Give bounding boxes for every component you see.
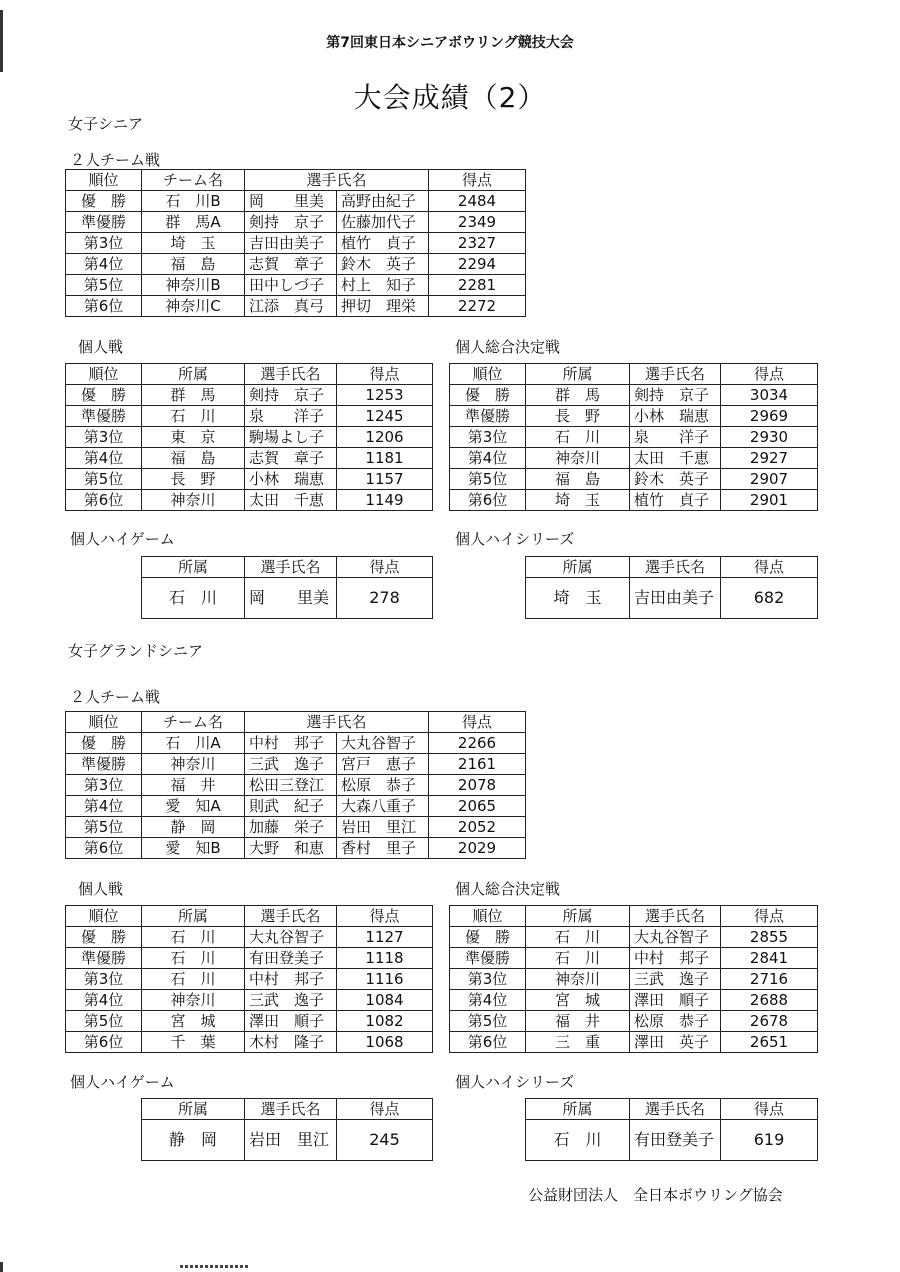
- score-cell: 1068: [337, 1032, 433, 1053]
- header-cell: 所属: [526, 364, 630, 385]
- player-cell: 田中しづ子: [245, 275, 337, 296]
- team-table-senior: [65, 169, 526, 317]
- player-cell: 太田 千恵: [630, 448, 721, 469]
- affiliation-cell: 東 京: [142, 427, 245, 448]
- header-cell: 選手氏名: [630, 1099, 721, 1120]
- rank-cell: 優 勝: [66, 385, 142, 406]
- player-cell: 高野由紀子: [337, 191, 429, 212]
- rank-cell: 第5位: [66, 1011, 142, 1032]
- table-row: [66, 733, 526, 754]
- team-cell: 愛 知A: [142, 796, 245, 817]
- rank-cell: 第3位: [66, 969, 142, 990]
- affiliation-cell: 石 川: [142, 969, 245, 990]
- player-cell: 大丸谷智子: [245, 927, 337, 948]
- player-cell: 澤田 英子: [630, 1032, 721, 1053]
- player-cell: 泉 洋子: [245, 406, 337, 427]
- high-game-label-grand-senior: 個人ハイゲーム: [70, 1073, 175, 1091]
- affiliation-cell: 三 重: [526, 1032, 630, 1053]
- header-cell: 選手氏名: [245, 364, 337, 385]
- high-game-label-senior: 個人ハイゲーム: [70, 530, 175, 548]
- affiliation-cell: 群 馬: [142, 385, 245, 406]
- header-cell: 得点: [337, 1099, 433, 1120]
- player-cell: 岩田 里江: [245, 1120, 337, 1161]
- rank-cell: 準優勝: [66, 406, 142, 427]
- score-cell: 2266: [429, 733, 526, 754]
- header-cell: 得点: [337, 364, 433, 385]
- rank-cell: 優 勝: [66, 927, 142, 948]
- affiliation-cell: 石 川: [526, 948, 630, 969]
- table-row: [66, 275, 526, 296]
- affiliation-cell: 埼 玉: [526, 578, 630, 619]
- rank-cell: 第6位: [450, 490, 526, 511]
- table-row: [450, 406, 818, 427]
- table-row: [66, 212, 526, 233]
- player-cell: 宮戸 恵子: [337, 754, 429, 775]
- rank-cell: 第5位: [66, 469, 142, 490]
- score-cell: 1082: [337, 1011, 433, 1032]
- organization-footer: 公益財団法人 全日本ボウリング協会: [528, 1186, 783, 1204]
- rank-cell: 第5位: [450, 1011, 526, 1032]
- score-cell: 1084: [337, 990, 433, 1011]
- score-cell: 2927: [721, 448, 818, 469]
- team-label-grand-senior: ２人チーム戦: [70, 688, 161, 706]
- rank-cell: 第6位: [66, 838, 142, 859]
- header-cell: 選手氏名: [630, 557, 721, 578]
- team-cell: 静 岡: [142, 817, 245, 838]
- score-cell: 2907: [721, 469, 818, 490]
- affiliation-cell: 宮 城: [526, 990, 630, 1011]
- header-cell: 所属: [142, 1099, 245, 1120]
- table-row: [66, 948, 433, 969]
- affiliation-cell: 石 川: [142, 927, 245, 948]
- affiliation-cell: 千 葉: [142, 1032, 245, 1053]
- header-cell: 所属: [142, 557, 245, 578]
- table-row: [66, 427, 433, 448]
- team-cell: 愛 知B: [142, 838, 245, 859]
- score-cell: 2688: [721, 990, 818, 1011]
- player-cell: 松原 恭子: [630, 1011, 721, 1032]
- player-cell: 大野 和恵: [245, 838, 337, 859]
- score-cell: 1149: [337, 490, 433, 511]
- score-cell: 2841: [721, 948, 818, 969]
- affiliation-cell: 石 川: [526, 927, 630, 948]
- score-cell: 2029: [429, 838, 526, 859]
- team-cell: 神奈川B: [142, 275, 245, 296]
- score-cell: 2901: [721, 490, 818, 511]
- team-label-senior: ２人チーム戦: [70, 151, 161, 169]
- score-cell: 1157: [337, 469, 433, 490]
- table-row: [66, 796, 526, 817]
- player-cell: 吉田由美子: [245, 233, 337, 254]
- player-cell: 大丸谷智子: [337, 733, 429, 754]
- page-title: 大会成績（2）: [353, 81, 547, 114]
- header-cell: 選手氏名: [245, 170, 429, 191]
- player-cell: 小林 瑞恵: [245, 469, 337, 490]
- table-row: [450, 427, 818, 448]
- score-cell: 1116: [337, 969, 433, 990]
- player-cell: 江添 真弓: [245, 296, 337, 317]
- header-cell: 所属: [142, 906, 245, 927]
- score-cell: 2969: [721, 406, 818, 427]
- header-cell: 順位: [66, 170, 142, 191]
- affiliation-cell: 神奈川: [142, 990, 245, 1011]
- score-cell: 3034: [721, 385, 818, 406]
- player-cell: 三武 逸子: [245, 754, 337, 775]
- score-cell: 278: [337, 578, 433, 619]
- table-row: [526, 578, 818, 619]
- table-row: [66, 838, 526, 859]
- header-cell: 選手氏名: [245, 557, 337, 578]
- header-cell: 順位: [66, 906, 142, 927]
- affiliation-cell: 石 川: [526, 1120, 630, 1161]
- score-cell: 2327: [429, 233, 526, 254]
- table-row: [66, 817, 526, 838]
- team-cell: 神奈川C: [142, 296, 245, 317]
- affiliation-cell: 静 岡: [142, 1120, 245, 1161]
- header-cell: チーム名: [142, 170, 245, 191]
- score-cell: 1206: [337, 427, 433, 448]
- header-cell: チーム名: [142, 712, 245, 733]
- header-cell: 所属: [526, 1099, 630, 1120]
- final-table-grand-senior: [449, 905, 818, 1053]
- rank-cell: 第4位: [450, 990, 526, 1011]
- player-cell: 則武 紀子: [245, 796, 337, 817]
- high-game-table-grand-senior: [141, 1098, 433, 1161]
- affiliation-cell: 長 野: [142, 469, 245, 490]
- score-cell: 2272: [429, 296, 526, 317]
- player-cell: 吉田由美子: [630, 578, 721, 619]
- player-cell: 植竹 貞子: [630, 490, 721, 511]
- high-series-label-senior: 個人ハイシリーズ: [455, 530, 575, 548]
- player-cell: 木村 隆子: [245, 1032, 337, 1053]
- individual-label-senior: 個人戦: [78, 338, 124, 356]
- table-row: [526, 1120, 818, 1161]
- player-cell: 三武 逸子: [245, 990, 337, 1011]
- score-cell: 2349: [429, 212, 526, 233]
- header-cell: 得点: [721, 906, 818, 927]
- player-cell: 剣持 京子: [630, 385, 721, 406]
- player-cell: 香村 里子: [337, 838, 429, 859]
- score-cell: 619: [721, 1120, 818, 1161]
- high-series-table-grand-senior: [525, 1098, 818, 1161]
- player-cell: 有田登美子: [630, 1120, 721, 1161]
- score-cell: 2281: [429, 275, 526, 296]
- header-cell: 得点: [337, 557, 433, 578]
- table-row: [450, 927, 818, 948]
- header-cell: 所属: [526, 557, 630, 578]
- individual-table-senior: [65, 363, 433, 511]
- table-row: [66, 296, 526, 317]
- score-cell: 2161: [429, 754, 526, 775]
- table-row: [66, 469, 433, 490]
- player-cell: 植竹 貞子: [337, 233, 429, 254]
- player-cell: 松田三登江: [245, 775, 337, 796]
- rank-cell: 第4位: [66, 990, 142, 1011]
- team-cell: 埼 玉: [142, 233, 245, 254]
- table-row: [142, 578, 433, 619]
- team-cell: 福 島: [142, 254, 245, 275]
- rank-cell: 第3位: [66, 427, 142, 448]
- score-cell: 245: [337, 1120, 433, 1161]
- affiliation-cell: 石 川: [142, 406, 245, 427]
- header-cell: 選手氏名: [245, 1099, 337, 1120]
- rank-cell: 第6位: [66, 296, 142, 317]
- scan-artifact: [180, 1265, 250, 1268]
- individual-label-grand-senior: 個人戦: [78, 880, 124, 898]
- table-row: [142, 1120, 433, 1161]
- affiliation-cell: 宮 城: [142, 1011, 245, 1032]
- player-cell: 加藤 栄子: [245, 817, 337, 838]
- affiliation-cell: 福 島: [142, 448, 245, 469]
- rank-cell: 第3位: [66, 775, 142, 796]
- team-cell: 福 井: [142, 775, 245, 796]
- player-cell: 村上 知子: [337, 275, 429, 296]
- score-cell: 2855: [721, 927, 818, 948]
- high-game-table-senior: [141, 556, 433, 619]
- team-table-grand-senior: [65, 711, 526, 859]
- table-row: [450, 490, 818, 511]
- final-table-senior: [449, 363, 818, 511]
- table-row: [450, 948, 818, 969]
- header-cell: 得点: [429, 712, 526, 733]
- player-cell: 志賀 章子: [245, 448, 337, 469]
- table-row: [66, 385, 433, 406]
- table-row: [66, 927, 433, 948]
- rank-cell: 優 勝: [66, 733, 142, 754]
- player-cell: 岩田 里江: [337, 817, 429, 838]
- player-cell: 剣持 京子: [245, 212, 337, 233]
- header-cell: 順位: [66, 364, 142, 385]
- high-series-table-senior: [525, 556, 818, 619]
- section-title-grand-senior: 女子グランドシニア: [68, 642, 204, 660]
- player-cell: 小林 瑞恵: [630, 406, 721, 427]
- player-cell: 佐藤加代子: [337, 212, 429, 233]
- player-cell: 泉 洋子: [630, 427, 721, 448]
- header-cell: 選手氏名: [630, 364, 721, 385]
- score-cell: 2930: [721, 427, 818, 448]
- affiliation-cell: 石 川: [142, 948, 245, 969]
- rank-cell: 第3位: [66, 233, 142, 254]
- affiliation-cell: 神奈川: [526, 969, 630, 990]
- header-cell: 所属: [526, 906, 630, 927]
- player-cell: 太田 千恵: [245, 490, 337, 511]
- rank-cell: 準優勝: [66, 212, 142, 233]
- score-cell: 1245: [337, 406, 433, 427]
- table-row: [66, 490, 433, 511]
- score-cell: 1118: [337, 948, 433, 969]
- table-row: [450, 385, 818, 406]
- rank-cell: 優 勝: [66, 191, 142, 212]
- header-cell: 得点: [337, 906, 433, 927]
- rank-cell: 優 勝: [450, 385, 526, 406]
- header-cell: 得点: [721, 557, 818, 578]
- player-cell: 中村 邦子: [245, 733, 337, 754]
- affiliation-cell: 長 野: [526, 406, 630, 427]
- player-cell: 剣持 京子: [245, 385, 337, 406]
- table-row: [450, 1032, 818, 1053]
- table-row: [66, 1011, 433, 1032]
- player-cell: 大丸谷智子: [630, 927, 721, 948]
- table-row: [66, 775, 526, 796]
- player-cell: 岡 里美: [245, 578, 337, 619]
- table-row: [66, 990, 433, 1011]
- section-title-senior: 女子シニア: [68, 115, 144, 133]
- rank-cell: 準優勝: [450, 948, 526, 969]
- player-cell: 三武 逸子: [630, 969, 721, 990]
- table-row: [66, 969, 433, 990]
- affiliation-cell: 埼 玉: [526, 490, 630, 511]
- affiliation-cell: 神奈川: [142, 490, 245, 511]
- header-cell: 得点: [721, 1099, 818, 1120]
- rank-cell: 第4位: [66, 796, 142, 817]
- player-cell: 松原 恭子: [337, 775, 429, 796]
- individual-table-grand-senior: [65, 905, 433, 1053]
- rank-cell: 第3位: [450, 427, 526, 448]
- header-cell: 順位: [66, 712, 142, 733]
- rank-cell: 第4位: [66, 254, 142, 275]
- table-row: [450, 990, 818, 1011]
- affiliation-cell: 石 川: [142, 578, 245, 619]
- score-cell: 2078: [429, 775, 526, 796]
- affiliation-cell: 福 島: [526, 469, 630, 490]
- affiliation-cell: 神奈川: [526, 448, 630, 469]
- rank-cell: 準優勝: [66, 754, 142, 775]
- rank-cell: 第6位: [66, 490, 142, 511]
- rank-cell: 第3位: [450, 969, 526, 990]
- table-row: [66, 754, 526, 775]
- player-cell: 中村 邦子: [245, 969, 337, 990]
- table-row: [450, 469, 818, 490]
- score-cell: 2065: [429, 796, 526, 817]
- score-cell: 2716: [721, 969, 818, 990]
- final-label-senior: 個人総合決定戦: [455, 338, 561, 356]
- player-cell: 押切 理栄: [337, 296, 429, 317]
- rank-cell: 準優勝: [450, 406, 526, 427]
- affiliation-cell: 群 馬: [526, 385, 630, 406]
- score-cell: 2484: [429, 191, 526, 212]
- player-cell: 駒場よし子: [245, 427, 337, 448]
- affiliation-cell: 福 井: [526, 1011, 630, 1032]
- table-row: [66, 233, 526, 254]
- final-label-grand-senior: 個人総合決定戦: [455, 880, 561, 898]
- table-row: [66, 406, 433, 427]
- score-cell: 1181: [337, 448, 433, 469]
- player-cell: 澤田 順子: [630, 990, 721, 1011]
- score-cell: 2651: [721, 1032, 818, 1053]
- team-cell: 神奈川: [142, 754, 245, 775]
- player-cell: 志賀 章子: [245, 254, 337, 275]
- table-row: [450, 448, 818, 469]
- table-row: [66, 191, 526, 212]
- rank-cell: 第5位: [450, 469, 526, 490]
- player-cell: 鈴木 英子: [337, 254, 429, 275]
- table-row: [66, 254, 526, 275]
- table-row: [66, 448, 433, 469]
- header-cell: 選手氏名: [245, 906, 337, 927]
- rank-cell: 第5位: [66, 817, 142, 838]
- score-cell: 1253: [337, 385, 433, 406]
- header-cell: 順位: [450, 906, 526, 927]
- score-cell: 2052: [429, 817, 526, 838]
- score-cell: 682: [721, 578, 818, 619]
- rank-cell: 第4位: [66, 448, 142, 469]
- score-cell: 2678: [721, 1011, 818, 1032]
- team-cell: 群 馬A: [142, 212, 245, 233]
- player-cell: 鈴木 英子: [630, 469, 721, 490]
- rank-cell: 第6位: [66, 1032, 142, 1053]
- header-cell: 所属: [142, 364, 245, 385]
- affiliation-cell: 石 川: [526, 427, 630, 448]
- team-cell: 石 川A: [142, 733, 245, 754]
- header-cell: 得点: [429, 170, 526, 191]
- table-row: [450, 969, 818, 990]
- player-cell: 岡 里美: [245, 191, 337, 212]
- rank-cell: 優 勝: [450, 927, 526, 948]
- header-cell: 順位: [450, 364, 526, 385]
- header-cell: 選手氏名: [630, 906, 721, 927]
- player-cell: 中村 邦子: [630, 948, 721, 969]
- player-cell: 澤田 順子: [245, 1011, 337, 1032]
- rank-cell: 第4位: [450, 448, 526, 469]
- rank-cell: 準優勝: [66, 948, 142, 969]
- player-cell: 大森八重子: [337, 796, 429, 817]
- scan-edge-bottom: [0, 1262, 3, 1272]
- rank-cell: 第6位: [450, 1032, 526, 1053]
- event-title: 第7回東日本シニアボウリング競技大会: [326, 35, 574, 51]
- table-row: [450, 1011, 818, 1032]
- player-cell: 有田登美子: [245, 948, 337, 969]
- score-cell: 2294: [429, 254, 526, 275]
- table-row: [66, 1032, 433, 1053]
- header-cell: 選手氏名: [245, 712, 429, 733]
- header-cell: 得点: [721, 364, 818, 385]
- high-series-label-grand-senior: 個人ハイシリーズ: [455, 1073, 575, 1091]
- team-cell: 石 川B: [142, 191, 245, 212]
- score-cell: 1127: [337, 927, 433, 948]
- rank-cell: 第5位: [66, 275, 142, 296]
